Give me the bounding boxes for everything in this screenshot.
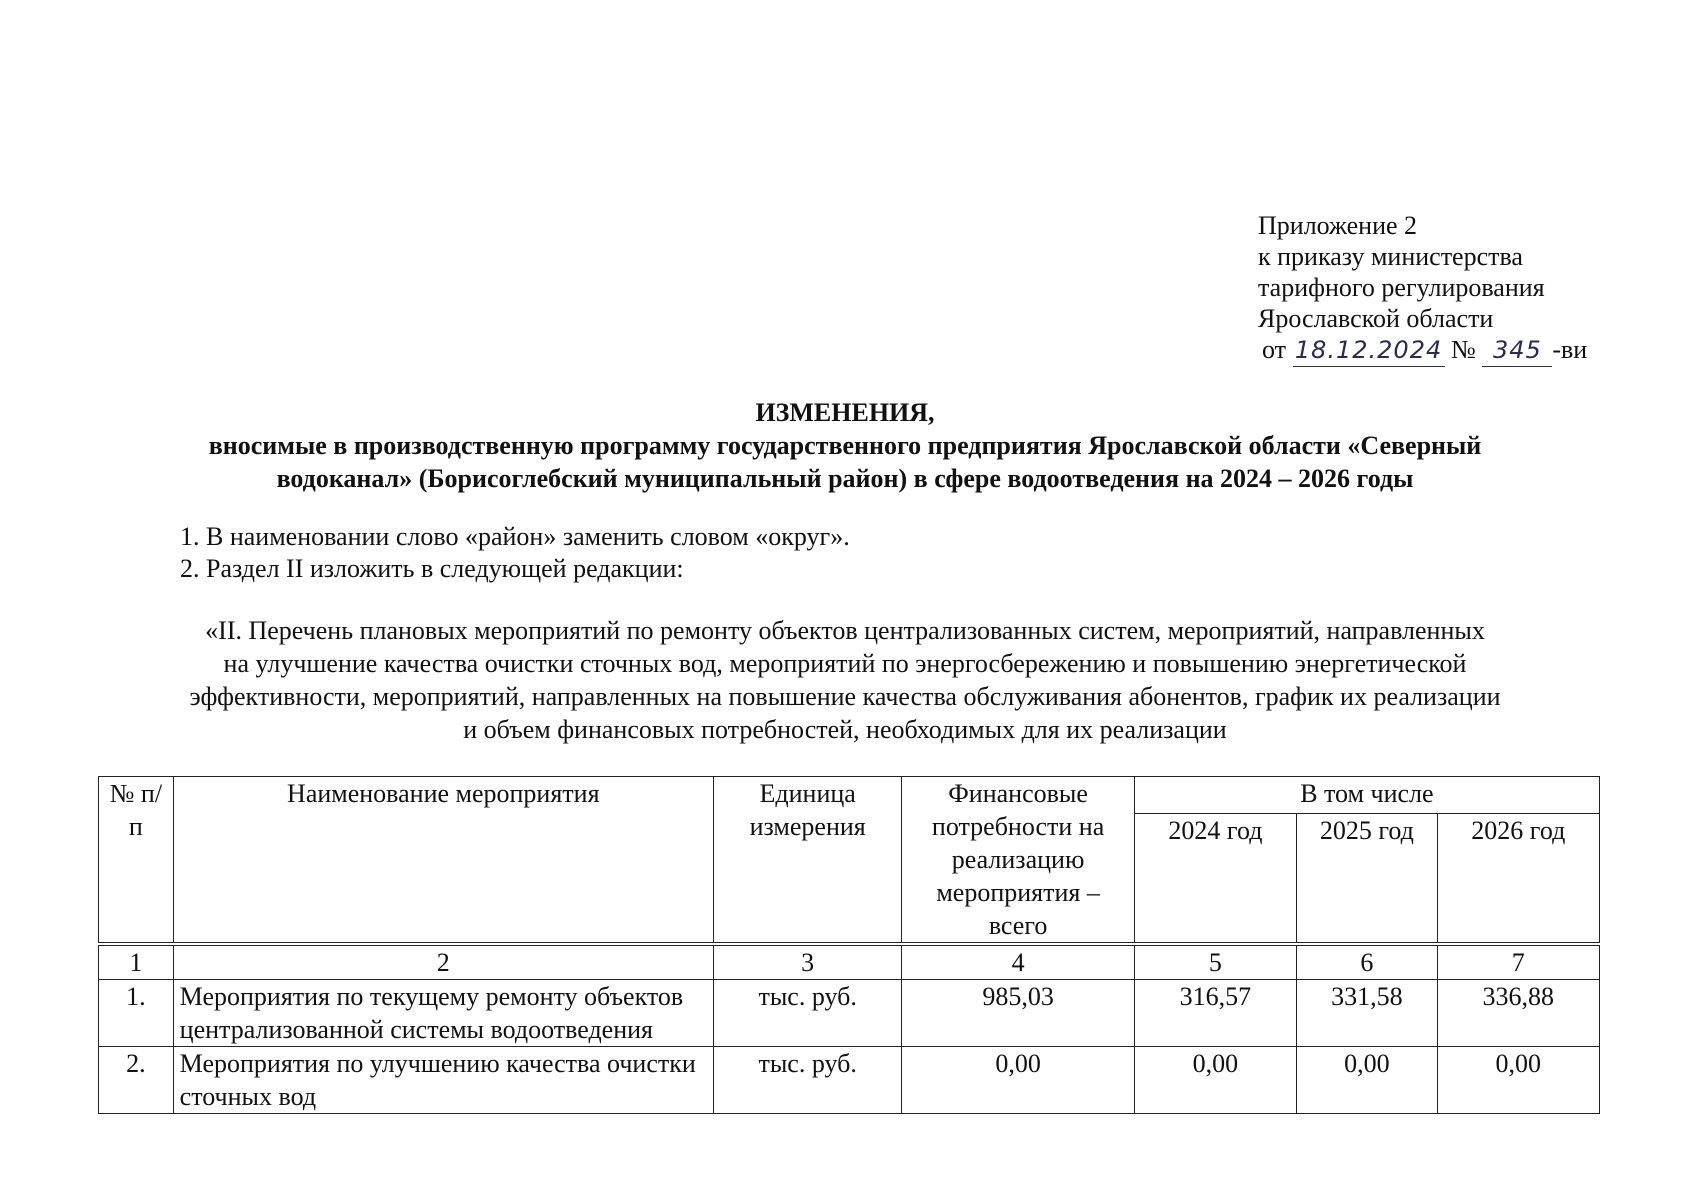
handwritten-date: 18.12.2024 (1293, 335, 1445, 367)
row-total: 0,00 (902, 1047, 1134, 1114)
row-num: 2. (99, 1047, 174, 1114)
amendment-items (180, 521, 850, 585)
row-unit: тыс. руб. (713, 1047, 901, 1114)
row-2024: 316,57 (1134, 980, 1296, 1047)
amendment-item: 1. В наименовании слово «район» заменить словом «округ». (180, 522, 850, 551)
row-name: Мероприятия по улучшению качества очистки сточных вод (173, 1047, 713, 1114)
row-unit: тыс. руб. (713, 980, 901, 1047)
title-subtitle-line: водоканал» (Борисоглебский муниципальный район) в сфере водоотведения на 2024 – 2026 годы (276, 464, 1414, 493)
header-name: Наименование мероприятия (173, 777, 713, 945)
title-subtitle-line: вносимые в производственную программу государственного предприятия Ярославской области «Северный (208, 431, 1482, 460)
header-year-2024: 2024 год (1134, 814, 1296, 945)
row-2025: 331,58 (1297, 980, 1438, 1047)
header-year-2025: 2025 год (1297, 814, 1438, 945)
date-prefix: от (1262, 335, 1287, 364)
section-line: эффективности, мероприятий, направленных на повышение качества обслуживания абонентов, график их реализации (189, 682, 1501, 711)
table-row (99, 980, 1600, 1047)
row-2024: 0,00 (1134, 1047, 1296, 1114)
column-number: 7 (1437, 944, 1599, 980)
section-line: на улучшение качества очистки сточных вод, мероприятий по энергосбережению и повышению энергетической (223, 649, 1467, 678)
column-number-row (99, 944, 1600, 980)
document-title (100, 396, 1590, 495)
handwritten-number: 345 (1482, 335, 1552, 367)
section-heading (100, 614, 1590, 746)
row-total: 985,03 (902, 980, 1134, 1047)
column-number: 2 (173, 944, 713, 980)
header-num: № п/п (99, 777, 174, 945)
row-2025: 0,00 (1297, 1047, 1438, 1114)
column-number: 1 (99, 944, 174, 980)
header-total: Финансовые потребности на реализацию мероприятия – всего (902, 777, 1134, 945)
appendix-line: тарифного регулирования (1258, 273, 1545, 302)
appendix-line: Приложение 2 (1258, 211, 1418, 240)
section-line: и объем финансовых потребностей, необходимых для их реализации (463, 715, 1227, 744)
column-number: 3 (713, 944, 901, 980)
header-unit: Единица измерения (713, 777, 901, 945)
section-line: «II. Перечень плановых мероприятий по ремонту объектов централизованных систем, мероприятий, направленных (205, 616, 1485, 645)
appendix-header (1258, 210, 1587, 367)
number-prefix: № (1451, 335, 1476, 364)
appendix-line: Ярославской области (1258, 304, 1494, 333)
table-row (99, 1047, 1600, 1114)
row-num: 1. (99, 980, 174, 1047)
row-name: Мероприятия по текущему ремонту объектов централизованной системы водоотведения (173, 980, 713, 1047)
amendment-item: 2. Раздел II изложить в следующей редакции: (180, 554, 684, 583)
table-header-row (99, 777, 1600, 814)
header-year-2026: 2026 год (1437, 814, 1599, 945)
appendix-line: к приказу министерства (1258, 242, 1523, 271)
row-2026: 336,88 (1437, 980, 1599, 1047)
row-2026: 0,00 (1437, 1047, 1599, 1114)
title-heading: ИЗМЕНЕНИЯ, (755, 398, 935, 427)
column-number: 5 (1134, 944, 1296, 980)
plan-table (98, 776, 1600, 1114)
column-number: 6 (1297, 944, 1438, 980)
number-suffix: -ви (1552, 335, 1588, 364)
column-number: 4 (902, 944, 1134, 980)
order-date-number (1262, 334, 1587, 367)
header-including: В том числе (1134, 777, 1599, 814)
